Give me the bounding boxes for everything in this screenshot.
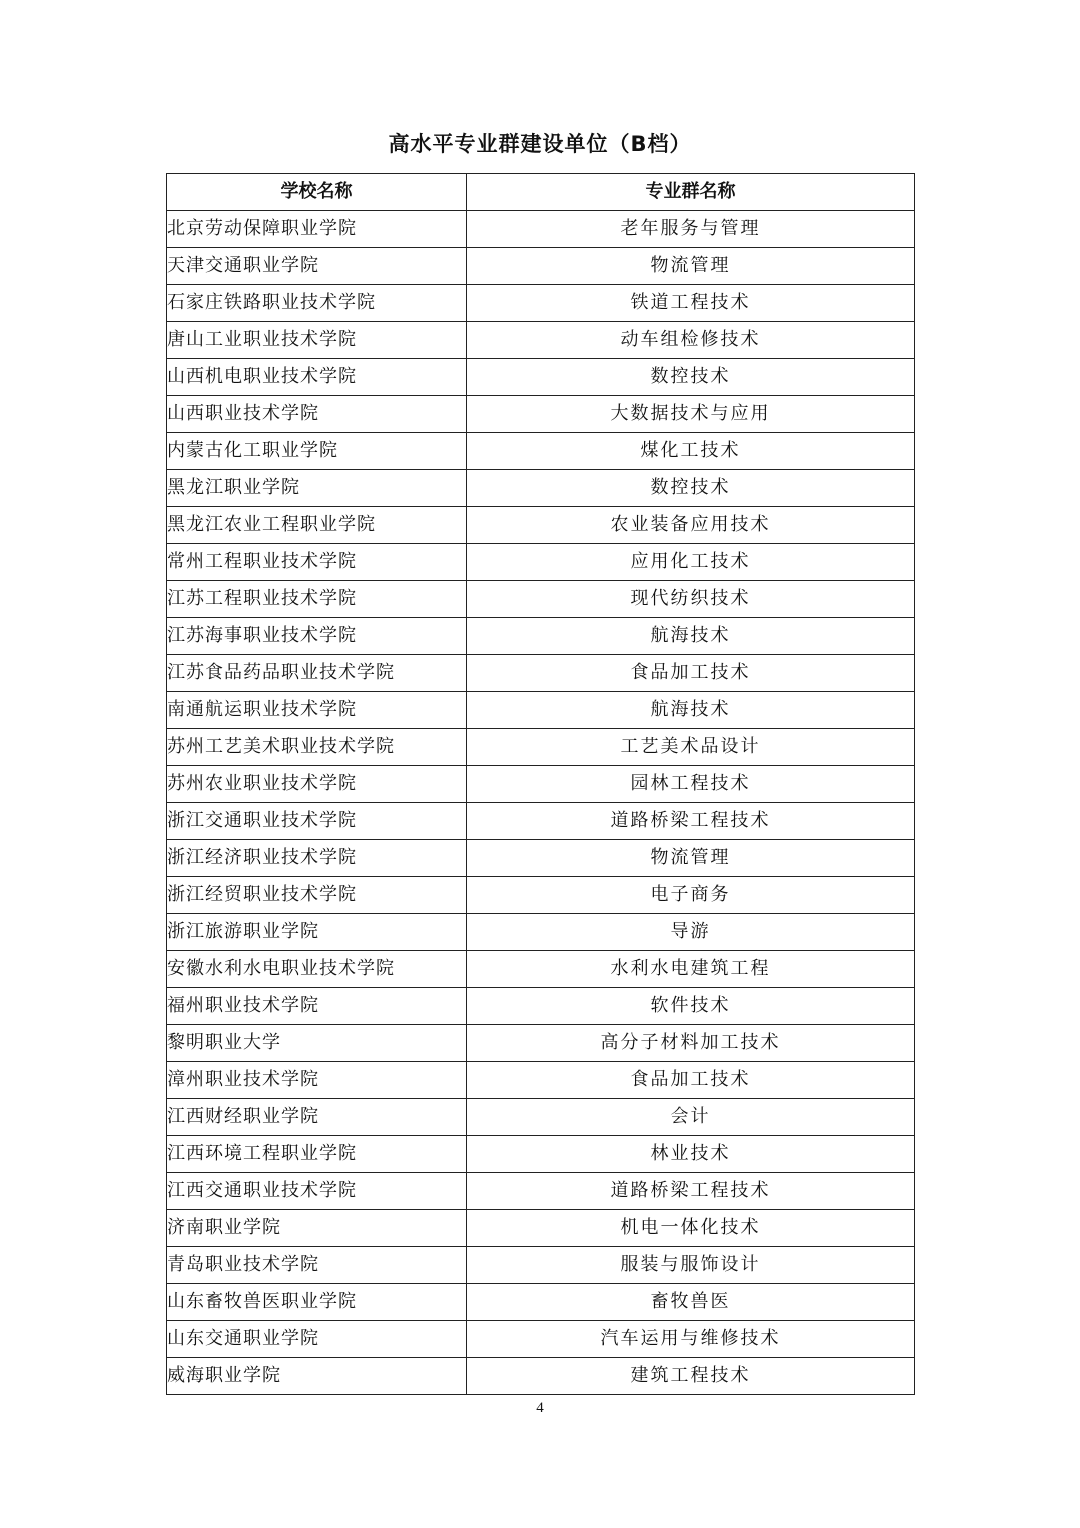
table-row — [167, 618, 915, 655]
table-row — [167, 544, 915, 581]
program-group-cell: 畜牧兽医 — [467, 1284, 915, 1321]
page-number: 4 — [536, 1400, 544, 1416]
program-group-cell: 老年服务与管理 — [467, 211, 915, 248]
school-name-cell: 浙江交通职业技术学院 — [167, 803, 467, 840]
program-group-cell: 数控技术 — [467, 359, 915, 396]
table-row — [167, 729, 915, 766]
institution-table — [166, 173, 915, 1395]
header-program-group: 专业群名称 — [467, 174, 915, 211]
program-group-cell: 物流管理 — [467, 840, 915, 877]
header-school-name: 学校名称 — [167, 174, 467, 211]
table-row — [167, 803, 915, 840]
program-group-cell: 林业技术 — [467, 1136, 915, 1173]
school-name-cell: 浙江经贸职业技术学院 — [167, 877, 467, 914]
program-group-cell: 汽车运用与维修技术 — [467, 1321, 915, 1358]
school-name-cell: 北京劳动保障职业学院 — [167, 211, 467, 248]
table-row — [167, 507, 915, 544]
table-row — [167, 1321, 915, 1358]
school-name-cell: 山东畜牧兽医职业学院 — [167, 1284, 467, 1321]
school-name-cell: 常州工程职业技术学院 — [167, 544, 467, 581]
program-group-cell: 食品加工技术 — [467, 655, 915, 692]
program-group-cell: 航海技术 — [467, 692, 915, 729]
table-row — [167, 359, 915, 396]
school-name-cell: 江苏海事职业技术学院 — [167, 618, 467, 655]
program-group-cell: 工艺美术品设计 — [467, 729, 915, 766]
table-row — [167, 285, 915, 322]
program-group-cell: 电子商务 — [467, 877, 915, 914]
table-row — [167, 470, 915, 507]
school-name-cell: 漳州职业技术学院 — [167, 1062, 467, 1099]
school-name-cell: 苏州农业职业技术学院 — [167, 766, 467, 803]
program-group-cell: 农业装备应用技术 — [467, 507, 915, 544]
program-group-cell: 物流管理 — [467, 248, 915, 285]
table-row — [167, 1210, 915, 1247]
table-row — [167, 877, 915, 914]
table-row — [167, 248, 915, 285]
table-row — [167, 655, 915, 692]
school-name-cell: 天津交通职业学院 — [167, 248, 467, 285]
school-name-cell: 江苏工程职业技术学院 — [167, 581, 467, 618]
table-row — [167, 1136, 915, 1173]
school-name-cell: 浙江经济职业技术学院 — [167, 840, 467, 877]
school-name-cell: 南通航运职业技术学院 — [167, 692, 467, 729]
school-name-cell: 江西交通职业技术学院 — [167, 1173, 467, 1210]
program-group-cell: 大数据技术与应用 — [467, 396, 915, 433]
table-row — [167, 1247, 915, 1284]
school-name-cell: 黑龙江职业学院 — [167, 470, 467, 507]
table-row — [167, 322, 915, 359]
table-body — [167, 211, 915, 1395]
table-row — [167, 1284, 915, 1321]
table-row — [167, 396, 915, 433]
table-row — [167, 1025, 915, 1062]
page-title: 高水平专业群建设单位（B档） — [388, 132, 692, 156]
table-row — [167, 951, 915, 988]
table-row — [167, 1358, 915, 1395]
school-name-cell: 安徽水利水电职业技术学院 — [167, 951, 467, 988]
table-header-row — [167, 174, 915, 211]
school-name-cell: 浙江旅游职业学院 — [167, 914, 467, 951]
school-name-cell: 唐山工业职业技术学院 — [167, 322, 467, 359]
program-group-cell: 高分子材料加工技术 — [467, 1025, 915, 1062]
school-name-cell: 济南职业学院 — [167, 1210, 467, 1247]
school-name-cell: 山西机电职业技术学院 — [167, 359, 467, 396]
school-name-cell: 石家庄铁路职业技术学院 — [167, 285, 467, 322]
table-row — [167, 1099, 915, 1136]
school-name-cell: 苏州工艺美术职业技术学院 — [167, 729, 467, 766]
program-group-cell: 会计 — [467, 1099, 915, 1136]
program-group-cell: 道路桥梁工程技术 — [467, 1173, 915, 1210]
school-name-cell: 黎明职业大学 — [167, 1025, 467, 1062]
program-group-cell: 软件技术 — [467, 988, 915, 1025]
program-group-cell: 航海技术 — [467, 618, 915, 655]
program-group-cell: 机电一体化技术 — [467, 1210, 915, 1247]
school-name-cell: 江苏食品药品职业技术学院 — [167, 655, 467, 692]
program-group-cell: 建筑工程技术 — [467, 1358, 915, 1395]
table-row — [167, 988, 915, 1025]
program-group-cell: 食品加工技术 — [467, 1062, 915, 1099]
school-name-cell: 江西环境工程职业学院 — [167, 1136, 467, 1173]
school-name-cell: 福州职业技术学院 — [167, 988, 467, 1025]
school-name-cell: 江西财经职业学院 — [167, 1099, 467, 1136]
program-group-cell: 铁道工程技术 — [467, 285, 915, 322]
table-row — [167, 1173, 915, 1210]
program-group-cell: 数控技术 — [467, 470, 915, 507]
program-group-cell: 服装与服饰设计 — [467, 1247, 915, 1284]
table-row — [167, 211, 915, 248]
school-name-cell: 山西职业技术学院 — [167, 396, 467, 433]
program-group-cell: 应用化工技术 — [467, 544, 915, 581]
table-row — [167, 692, 915, 729]
table-row — [167, 914, 915, 951]
program-group-cell: 道路桥梁工程技术 — [467, 803, 915, 840]
table-row — [167, 1062, 915, 1099]
table-row — [167, 581, 915, 618]
program-group-cell: 导游 — [467, 914, 915, 951]
school-name-cell: 青岛职业技术学院 — [167, 1247, 467, 1284]
school-name-cell: 黑龙江农业工程职业学院 — [167, 507, 467, 544]
program-group-cell: 动车组检修技术 — [467, 322, 915, 359]
school-name-cell: 山东交通职业学院 — [167, 1321, 467, 1358]
program-group-cell: 园林工程技术 — [467, 766, 915, 803]
table-row — [167, 766, 915, 803]
program-group-cell: 水利水电建筑工程 — [467, 951, 915, 988]
table-row — [167, 840, 915, 877]
school-name-cell: 内蒙古化工职业学院 — [167, 433, 467, 470]
program-group-cell: 现代纺织技术 — [467, 581, 915, 618]
table-row — [167, 433, 915, 470]
program-group-cell: 煤化工技术 — [467, 433, 915, 470]
school-name-cell: 威海职业学院 — [167, 1358, 467, 1395]
